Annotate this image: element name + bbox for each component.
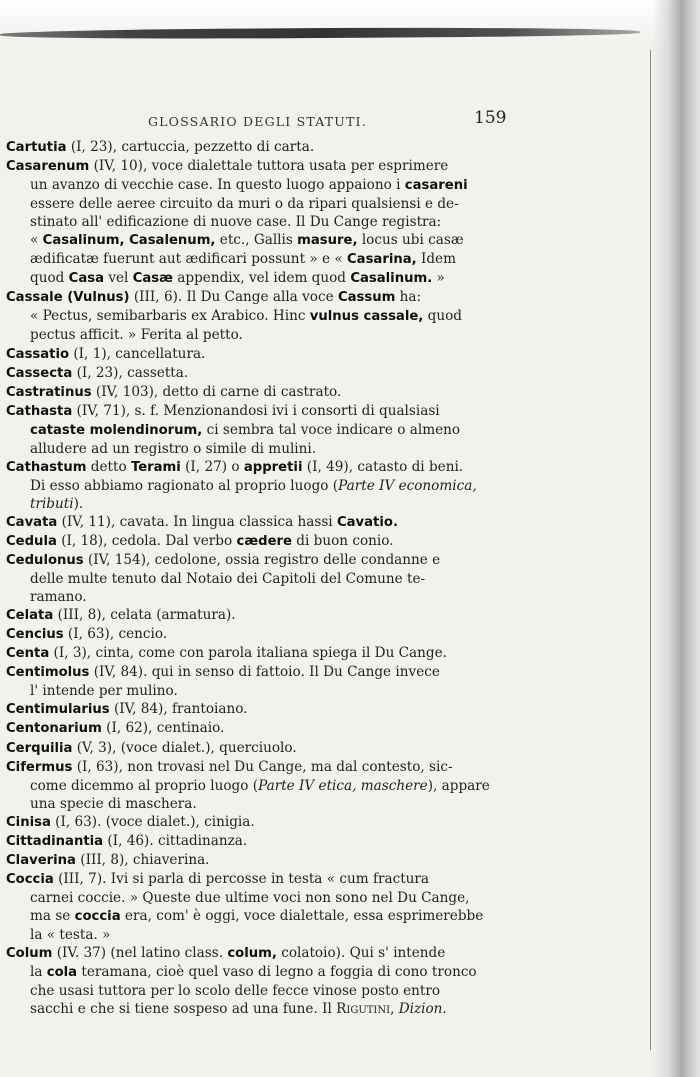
page-edge-line bbox=[650, 50, 651, 1050]
entry-first-line: Cassatio (I, 1), cancellatura. bbox=[6, 345, 206, 362]
entry-first-line: Cifermus (I, 63), non trovasi nel Du Cange, ma dal contesto, sic- bbox=[6, 758, 453, 775]
entry-headword: Coccia bbox=[6, 871, 54, 887]
entry-first-line: Colum (IV. 37) (nel latino class. colum, colatoio). Qui s' intende bbox=[6, 945, 446, 962]
scan-top-edge bbox=[0, 0, 700, 46]
entry-first-line: Cinisa (I, 63). (voce dialet.), cinigia. bbox=[6, 813, 255, 830]
entry-first-line: Celata (III, 8), celata (armatura). bbox=[6, 607, 236, 624]
entry-headword: Cifermus bbox=[6, 759, 73, 775]
entry-headword: Cavata bbox=[6, 514, 58, 530]
entry-continuation-line: una specie di maschera. bbox=[30, 795, 197, 812]
entry-headword: Cedula bbox=[6, 533, 57, 549]
bold-term: Cassum bbox=[337, 290, 396, 306]
entry-headword: Claverina bbox=[6, 852, 76, 868]
entry-first-line: Centa (I, 3), cinta, come con parola italiana spiega il Du Cange. bbox=[6, 645, 447, 662]
entry-continuation-line: ædificatæ fuerunt aut ædificari possunt » e « Casarina, Idem bbox=[30, 251, 456, 268]
glossary-entry bbox=[6, 364, 646, 383]
entry-continuation-line: tributi). bbox=[30, 495, 84, 512]
entry-first-line: Centimolus (IV, 84). qui in senso di fattoio. Il Du Cange invece bbox=[6, 664, 440, 681]
entry-first-line: Cathastum detto Terami (I, 27) o appretii (I, 49), catasto di beni. bbox=[6, 458, 464, 475]
entry-first-line: Cerquilia (V, 3), (voce dialet.), querciuolo. bbox=[6, 739, 297, 756]
glossary-entry bbox=[6, 383, 646, 402]
entry-continuation-line: ma se coccia era, com' è oggi, voce dialettale, essa esprimerebbe bbox=[30, 907, 484, 924]
entry-first-line: Coccia (III, 7). Ivi si parla di percosse in testa « cum fractura bbox=[6, 870, 430, 887]
small-caps-name: Rigutini, bbox=[336, 1001, 395, 1018]
entry-headword: Cittadinantia bbox=[6, 833, 104, 849]
entry-continuation-line: « Pectus, semibarbaris ex Arabico. Hinc vulnus cassale, quod bbox=[30, 308, 462, 325]
entry-first-line: Cittadinantia (I, 46). cittadinanza. bbox=[6, 832, 248, 849]
entry-continuation-line: quod Casa vel Casæ appendix, vel idem quod Casalinum. » bbox=[30, 270, 445, 287]
entry-continuation-line: carnei coccie. » Queste due ultime voci non sono nel Du Cange, bbox=[30, 889, 470, 906]
entry-continuation-line: che usasi tuttora per lo scolo delle fecce vinose posto entro bbox=[30, 983, 441, 1000]
entry-continuation-line: stinato all' edificazione di nuove case. Il Du Cange registra: bbox=[30, 214, 442, 231]
glossary-entry bbox=[6, 700, 646, 719]
bold-term: appretii bbox=[243, 459, 303, 475]
entry-headword: Casarenum bbox=[6, 159, 90, 175]
bold-term: Casa bbox=[68, 271, 104, 287]
entry-first-line: Centonarium (I, 62), centinaio. bbox=[6, 720, 225, 737]
entry-headword: Cencius bbox=[6, 627, 64, 643]
glossary-entry bbox=[6, 813, 646, 832]
entry-continuation-line: delle multe tenuto dal Notaio dei Capitoli del Comune te- bbox=[30, 571, 426, 588]
entry-headword: Centonarium bbox=[6, 721, 102, 737]
bold-term: cædere bbox=[236, 533, 292, 549]
italic-reference: Dizion. bbox=[398, 1001, 447, 1018]
glossary-entry bbox=[6, 532, 646, 551]
entry-first-line: Cedulonus (IV, 154), cedolone, ossia registro delle condanne e bbox=[6, 552, 441, 569]
bold-term: Casæ bbox=[132, 271, 173, 287]
entry-headword: Cathastum bbox=[6, 459, 87, 475]
entry-headword: Cartutia bbox=[6, 140, 67, 155]
bold-term: vulnus cassale, bbox=[309, 309, 424, 325]
entry-continuation-line: cataste molendinorum, ci sembra tal voce indicare o almeno bbox=[30, 421, 461, 438]
page-number: 159 bbox=[474, 108, 507, 128]
bold-term: Casalinum, Casalenum, bbox=[42, 233, 216, 249]
entry-first-line: Cencius (I, 63), cencio. bbox=[6, 626, 168, 643]
bold-term: Cavatio. bbox=[336, 514, 398, 530]
glossary-entry bbox=[6, 551, 646, 606]
entry-continuation-line: Di esso abbiamo ragionato al proprio luogo (Parte IV economica, bbox=[30, 477, 477, 494]
entry-first-line: Claverina (III, 8), chiaverina. bbox=[6, 851, 210, 868]
bold-term: casareni bbox=[404, 178, 468, 194]
entry-continuation-line: come dicemmo al proprio luogo (Parte IV etica, maschere), appare bbox=[30, 777, 490, 794]
entry-first-line: Cavata (IV, 11), cavata. In lingua classica hassi Cavatio. bbox=[6, 513, 398, 530]
book-gutter-shadow bbox=[652, 0, 700, 1077]
glossary-entry bbox=[6, 606, 646, 625]
entry-first-line: Cassale (Vulnus) (III, 6). Il Du Cange alla voce Cassum ha: bbox=[6, 289, 422, 306]
entry-headword: Cinisa bbox=[6, 814, 51, 830]
entry-first-line: Cathasta (IV, 71), s. f. Menzionandosi ivi i consorti di qualsiasi bbox=[6, 402, 440, 419]
glossary-entry bbox=[6, 458, 646, 513]
italic-reference: tributi bbox=[30, 495, 74, 512]
entry-continuation-line: pectus afficit. » Ferita al petto. bbox=[30, 327, 243, 344]
entry-headword: Cassale (Vulnus) bbox=[6, 290, 130, 306]
glossary-entry bbox=[6, 402, 646, 458]
entry-continuation-line: « Casalinum, Casalenum, etc., Gallis masure, locus ubi casæ bbox=[30, 232, 464, 249]
glossary-entry bbox=[6, 663, 646, 700]
entry-first-line: Cassecta (I, 23), cassetta. bbox=[6, 364, 189, 381]
entry-headword: Centa bbox=[6, 646, 50, 662]
entry-first-line: Casarenum (IV, 10), voce dialettale tuttora usata per esprimere bbox=[6, 158, 449, 175]
bold-term: cola bbox=[46, 965, 78, 981]
glossary-entry bbox=[6, 758, 646, 813]
entry-headword: Castratinus bbox=[6, 384, 92, 400]
entry-headword: Cassatio bbox=[6, 346, 70, 362]
glossary-entry bbox=[6, 944, 646, 1018]
entry-continuation-line: l' intende per mulino. bbox=[30, 683, 178, 700]
entry-first-line: Centimularius (IV, 84), frantoiano. bbox=[6, 701, 248, 718]
entry-headword: Cassecta bbox=[6, 365, 73, 381]
running-title: GLOSSARIO DEGLI STATUTI. bbox=[148, 114, 367, 129]
entry-headword: Cerquilia bbox=[6, 740, 73, 756]
bold-term: Casalinum. bbox=[350, 271, 433, 287]
glossary-entry bbox=[6, 513, 646, 532]
bold-term: colum, bbox=[227, 946, 277, 962]
entry-continuation-line: ramano. bbox=[30, 589, 87, 606]
entry-first-line: Cedula (I, 18), cedola. Dal verbo cædere di buon conio. bbox=[6, 532, 394, 549]
entry-headword: Cedulonus bbox=[6, 553, 84, 569]
entry-continuation-line: essere delle aeree circuito da muri o da ripari qualsiensi e de- bbox=[30, 196, 459, 213]
glossary-entry bbox=[6, 870, 646, 944]
entry-continuation-line: alludere ad un registro o simile di mulini. bbox=[30, 440, 317, 457]
bold-term: Casarina, bbox=[347, 252, 417, 268]
page-header bbox=[0, 106, 640, 134]
entry-headword: Colum bbox=[6, 946, 53, 962]
glossary-entry bbox=[6, 719, 646, 738]
entry-continuation-line: la « testa. » bbox=[30, 926, 111, 943]
bold-term: Terami bbox=[130, 459, 181, 475]
entry-first-line: Cartutia (I, 23), cartuccia, pezzetto di carta. bbox=[6, 139, 315, 155]
entry-headword: Cathasta bbox=[6, 403, 73, 419]
glossary-entry bbox=[6, 644, 646, 663]
glossary-entry bbox=[6, 832, 646, 851]
bold-term: coccia bbox=[74, 908, 121, 924]
entry-continuation-line: un avanzo di vecchie case. In questo luogo appaiono i casareni bbox=[30, 177, 468, 194]
entry-headword: Celata bbox=[6, 608, 54, 624]
glossary-entry bbox=[6, 288, 646, 344]
glossary-text bbox=[6, 138, 646, 1018]
entry-continuation-line: sacchi e che si tiene sospeso ad una fune. Il Rigutini, Dizion. bbox=[30, 1001, 447, 1018]
glossary-entry bbox=[6, 625, 646, 644]
entry-continuation-line: la cola teramana, cioè quel vaso di legno a foggia di cono tronco bbox=[30, 964, 477, 981]
entry-headword: Centimularius bbox=[6, 702, 110, 718]
glossary-entry bbox=[6, 851, 646, 870]
bold-term: masure, bbox=[297, 233, 358, 249]
glossary-entry bbox=[6, 739, 646, 758]
glossary-entry bbox=[6, 157, 646, 288]
entry-first-line: Castratinus (IV, 103), detto di carne di castrato. bbox=[6, 383, 342, 400]
italic-reference: Parte IV economica, bbox=[338, 477, 477, 494]
glossary-entry bbox=[6, 345, 646, 364]
glossary-entry bbox=[6, 138, 646, 157]
bold-term: cataste molendinorum, bbox=[30, 422, 203, 438]
italic-reference: Parte IV etica, maschere bbox=[258, 777, 428, 794]
entry-headword: Centimolus bbox=[6, 665, 90, 681]
